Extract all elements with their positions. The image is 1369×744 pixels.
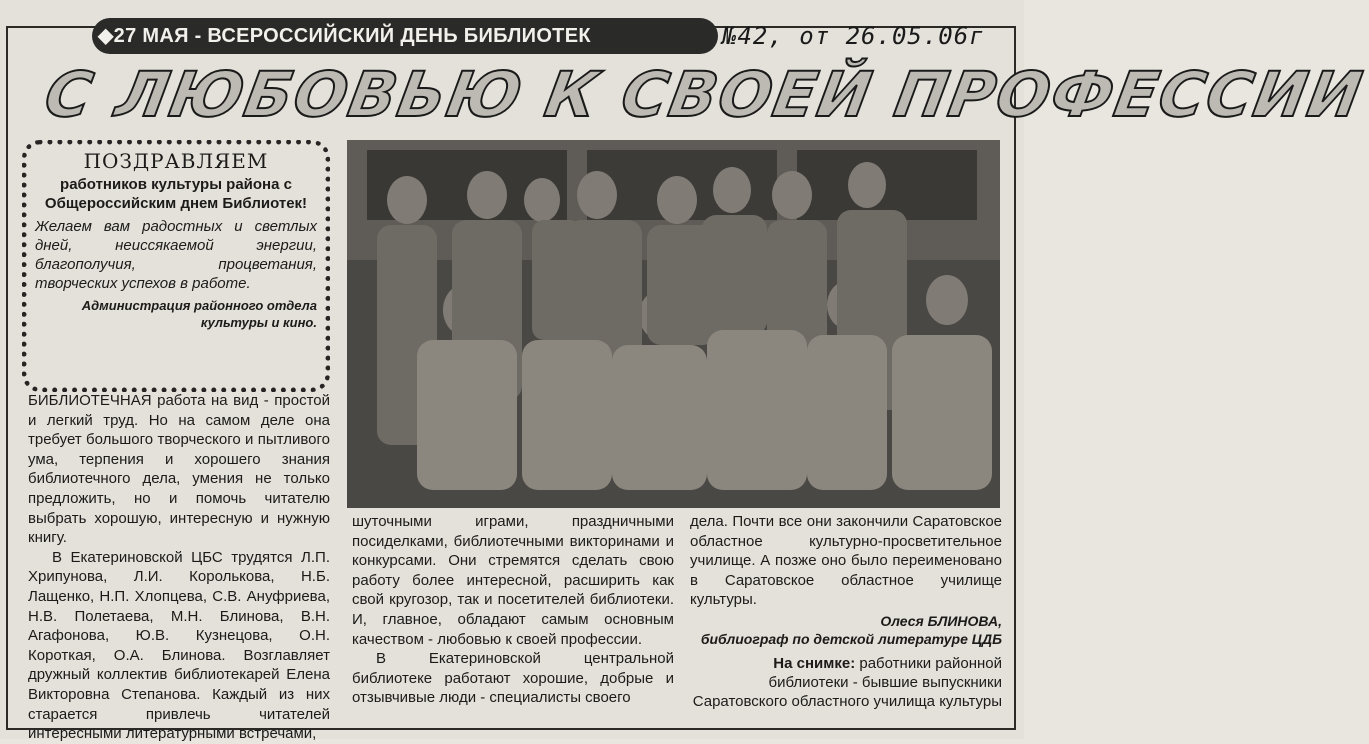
author-name: Олеся БЛИНОВА, xyxy=(880,612,1002,629)
article-paragraph: В Екатериновской центральной библиотеке работают хорошие, добрые и отзывчивые люди - специалисты своего xyxy=(352,650,674,707)
article-paragraph: шуточными играми, праздничными посиделками, библиотечными викторинами и конкурсами. Они стремятся сделать свою работу более интересной, расширить как свой кругозор, так и посетителей библиотеки. И, главное, обладают самым основным качеством - любовью к своей профессии. xyxy=(352,513,674,648)
caption-lead: На снимке: xyxy=(773,654,856,672)
article-column-3 xyxy=(690,512,1002,711)
author-role: библиограф по детской литературе ЦДБ xyxy=(700,630,1002,647)
handwritten-issue-note: №42, от 26.05.06г xyxy=(722,22,985,50)
group-photo-image xyxy=(347,140,1000,508)
article-column-1 xyxy=(28,391,330,744)
greeting-box xyxy=(22,140,330,392)
article-paragraph: В Екатериновской ЦБС трудятся Л.П. Хрипунова, Л.И. Королькова, Н.Б. Лащенко, Н.П. Хлопцева, С.В. Ануфриева, Н.В. Полетаева, М.Н. Блинова, В.Н. Агафонова, Ю.В. Кузнецова, О.Н. Короткая, О.А. Блинова. Возглавляет дружный коллектив библиотекарей Елена Викторовна Степанова. Каждый из них старается привлечь читателей интересными литературными встречами, xyxy=(28,548,330,743)
article-paragraph: БИБЛИОТЕЧНАЯ работа на вид - простой и легкий труд. Но на самом деле она требует большого творческого и пытливого ума, терпения и хорошего знания библиотечного дела, умения не только предложить, но и помочь читателю выбрать хорошую, интересную и нужную книгу. xyxy=(28,392,330,547)
rubric-banner: ◆27 МАЯ - ВСЕРОССИЙСКИЙ ДЕНЬ БИБЛИОТЕК xyxy=(92,18,718,54)
article-paragraph: дела. Почти все они закончили Саратовское областное культурно-просветительное училище. А позже оно было переименовано в Саратовское областное училище культуры. xyxy=(690,513,1002,609)
article-headline: С ЛЮБОВЬЮ К СВОЕЙ ПРОФЕССИИ xyxy=(39,58,1369,131)
caption-text: работники районной библиотеки - бывшие выпускники Саратовского областного училища культуры xyxy=(692,654,1002,710)
greeting-body: Желаем вам радостных и светлых дней, неиссякаемой энергии, благополучия, процветания, творческих успехов в работе. xyxy=(35,218,317,292)
author-byline xyxy=(690,612,1002,648)
photo-caption xyxy=(690,654,1002,711)
group-photo xyxy=(347,140,1000,508)
greeting-signature: Администрация районного отдела культуры и кино. xyxy=(81,298,317,330)
article-column-2 xyxy=(352,512,674,708)
greeting-subtitle: работников культуры района с Общероссийским днем Библиотек! xyxy=(44,176,308,212)
greeting-title: ПОЗДРАВЛЯЕМ xyxy=(83,149,269,173)
